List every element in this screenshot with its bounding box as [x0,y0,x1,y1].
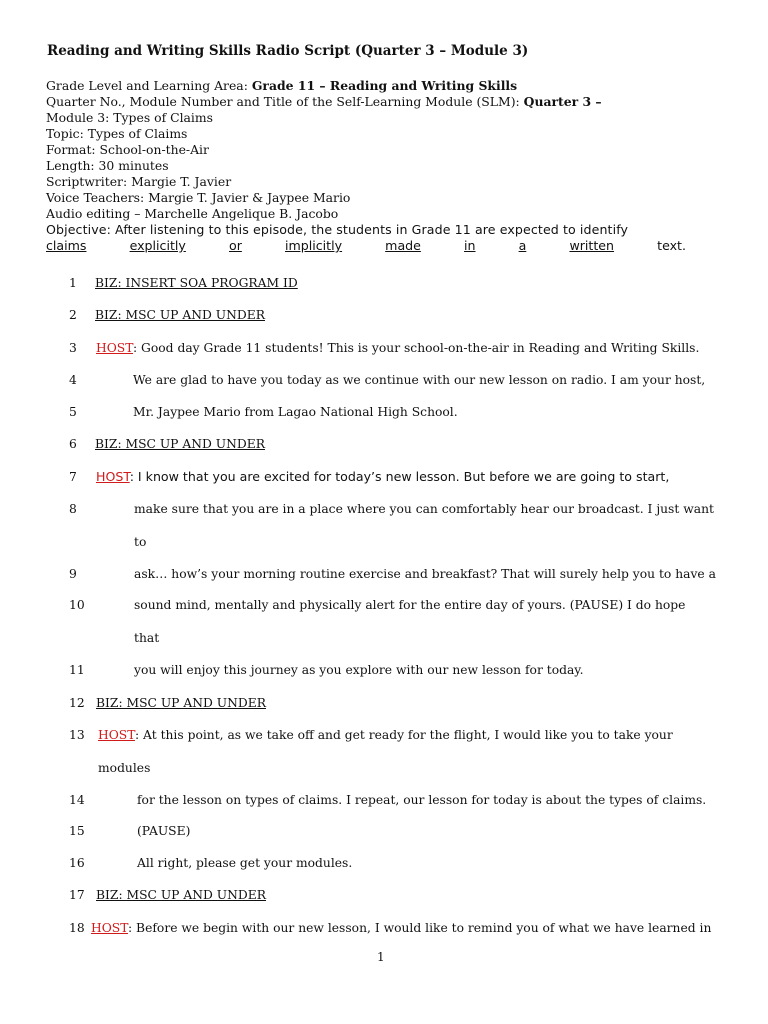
host-label: HOST [96,341,133,355]
line-number: 18 [69,921,85,935]
script-line: All right, please get your modules. [137,856,353,870]
document-title: Reading and Writing Skills Radio Script (Quarter 3 – Module 3) [47,43,529,59]
biz-cue: BIZ: MSC UP AND UNDER [96,888,266,902]
line-number: 10 [69,598,85,612]
line-number: 4 [69,373,77,387]
host-label: HOST [91,921,128,935]
line-number: 1 [69,276,77,290]
script-line: sound mind, mentally and physically alert for the entire day of yours. (PAUSE) I do hope [134,598,686,612]
script-line-wrap: to [134,535,147,549]
script-line: make sure that you are in a place where you can comfortably hear our broadcast. I just want [134,502,714,516]
script-line: We are glad to have you today as we continue with our new lesson on radio. I am your host, [133,373,706,387]
module-line: Module 3: Types of Claims [46,110,214,125]
line-number: 17 [69,888,85,902]
script-line: ask… how’s your morning routine exercise and breakfast? That will surely help you to have a [134,567,716,581]
objective-word: claims [46,238,87,253]
host-line: HOST: Before we begin with our new lesson, I would like to remind you of what we have learned in [91,921,712,935]
line-number: 8 [69,502,77,516]
script-line: you will enjoy this journey as you explore with our new lesson for today. [134,663,584,677]
line-number: 3 [69,341,77,355]
audio-editing-line: Audio editing – Marchelle Angelique B. Jacobo [46,206,339,221]
objective-word: text. [657,238,686,253]
biz-cue: BIZ: MSC UP AND UNDER [96,696,266,710]
line-number: 6 [69,437,77,451]
host-line: HOST: Good day Grade 11 students! This is your school-on-the-air in Reading and Writing Skills. [96,341,700,355]
line-number: 2 [69,308,77,322]
biz-cue: BIZ: MSC UP AND UNDER [95,437,265,451]
line-number: 16 [69,856,85,870]
line-number: 13 [69,728,85,742]
script-line: (PAUSE) [137,824,191,838]
voice-teachers-line: Voice Teachers: Margie T. Javier & Jaypee Mario [46,190,351,205]
objective-word: in [464,238,476,253]
script-metadata [46,78,696,254]
page-number: 1 [377,950,385,964]
biz-cue: BIZ: INSERT SOA PROGRAM ID [95,276,298,290]
objective-word: written [569,238,615,253]
host-label: HOST [96,469,130,484]
objective-word: a [518,238,527,253]
host-label: HOST [98,728,135,742]
objective-word: made [385,238,421,253]
host-line: HOST: I know that you are excited for today’s new lesson. But before we are going to start, [96,469,670,484]
host-line: HOST: At this point, as we take off and get ready for the flight, I would like you to take your [98,728,673,742]
objective-word: implicitly [284,238,343,253]
line-number: 11 [69,663,85,677]
grade-line: Grade Level and Learning Area: Grade 11 – Reading and Writing Skills [46,78,518,93]
script-line: for the lesson on types of claims. I repeat, our lesson for today is about the types of claims. [137,793,707,807]
objective-continuation [46,238,686,254]
line-number: 9 [69,567,77,581]
format-line: Format: School-on-the-Air [46,142,209,157]
quarter-line: Quarter No., Module Number and Title of the Self-Learning Module (SLM): Quarter 3 – [46,94,602,109]
script-line-wrap: modules [98,761,151,775]
biz-cue: BIZ: MSC UP AND UNDER [95,308,265,322]
line-number: 7 [69,470,77,484]
objective-word: explicitly [129,238,186,253]
objective-word: or [228,238,242,253]
objective-line: Objective: After listening to this episode, the students in Grade 11 are expected to identify [46,222,629,237]
line-number: 14 [69,793,85,807]
topic-line: Topic: Types of Claims [46,126,188,141]
line-number: 5 [69,405,77,419]
length-line: Length: 30 minutes [46,158,169,173]
line-number: 12 [69,696,85,710]
script-line-wrap: that [134,631,160,645]
script-line: Mr. Jaypee Mario from Lagao National High School. [133,405,458,419]
scriptwriter-line: Scriptwriter: Margie T. Javier [46,174,232,189]
line-number: 15 [69,824,85,838]
